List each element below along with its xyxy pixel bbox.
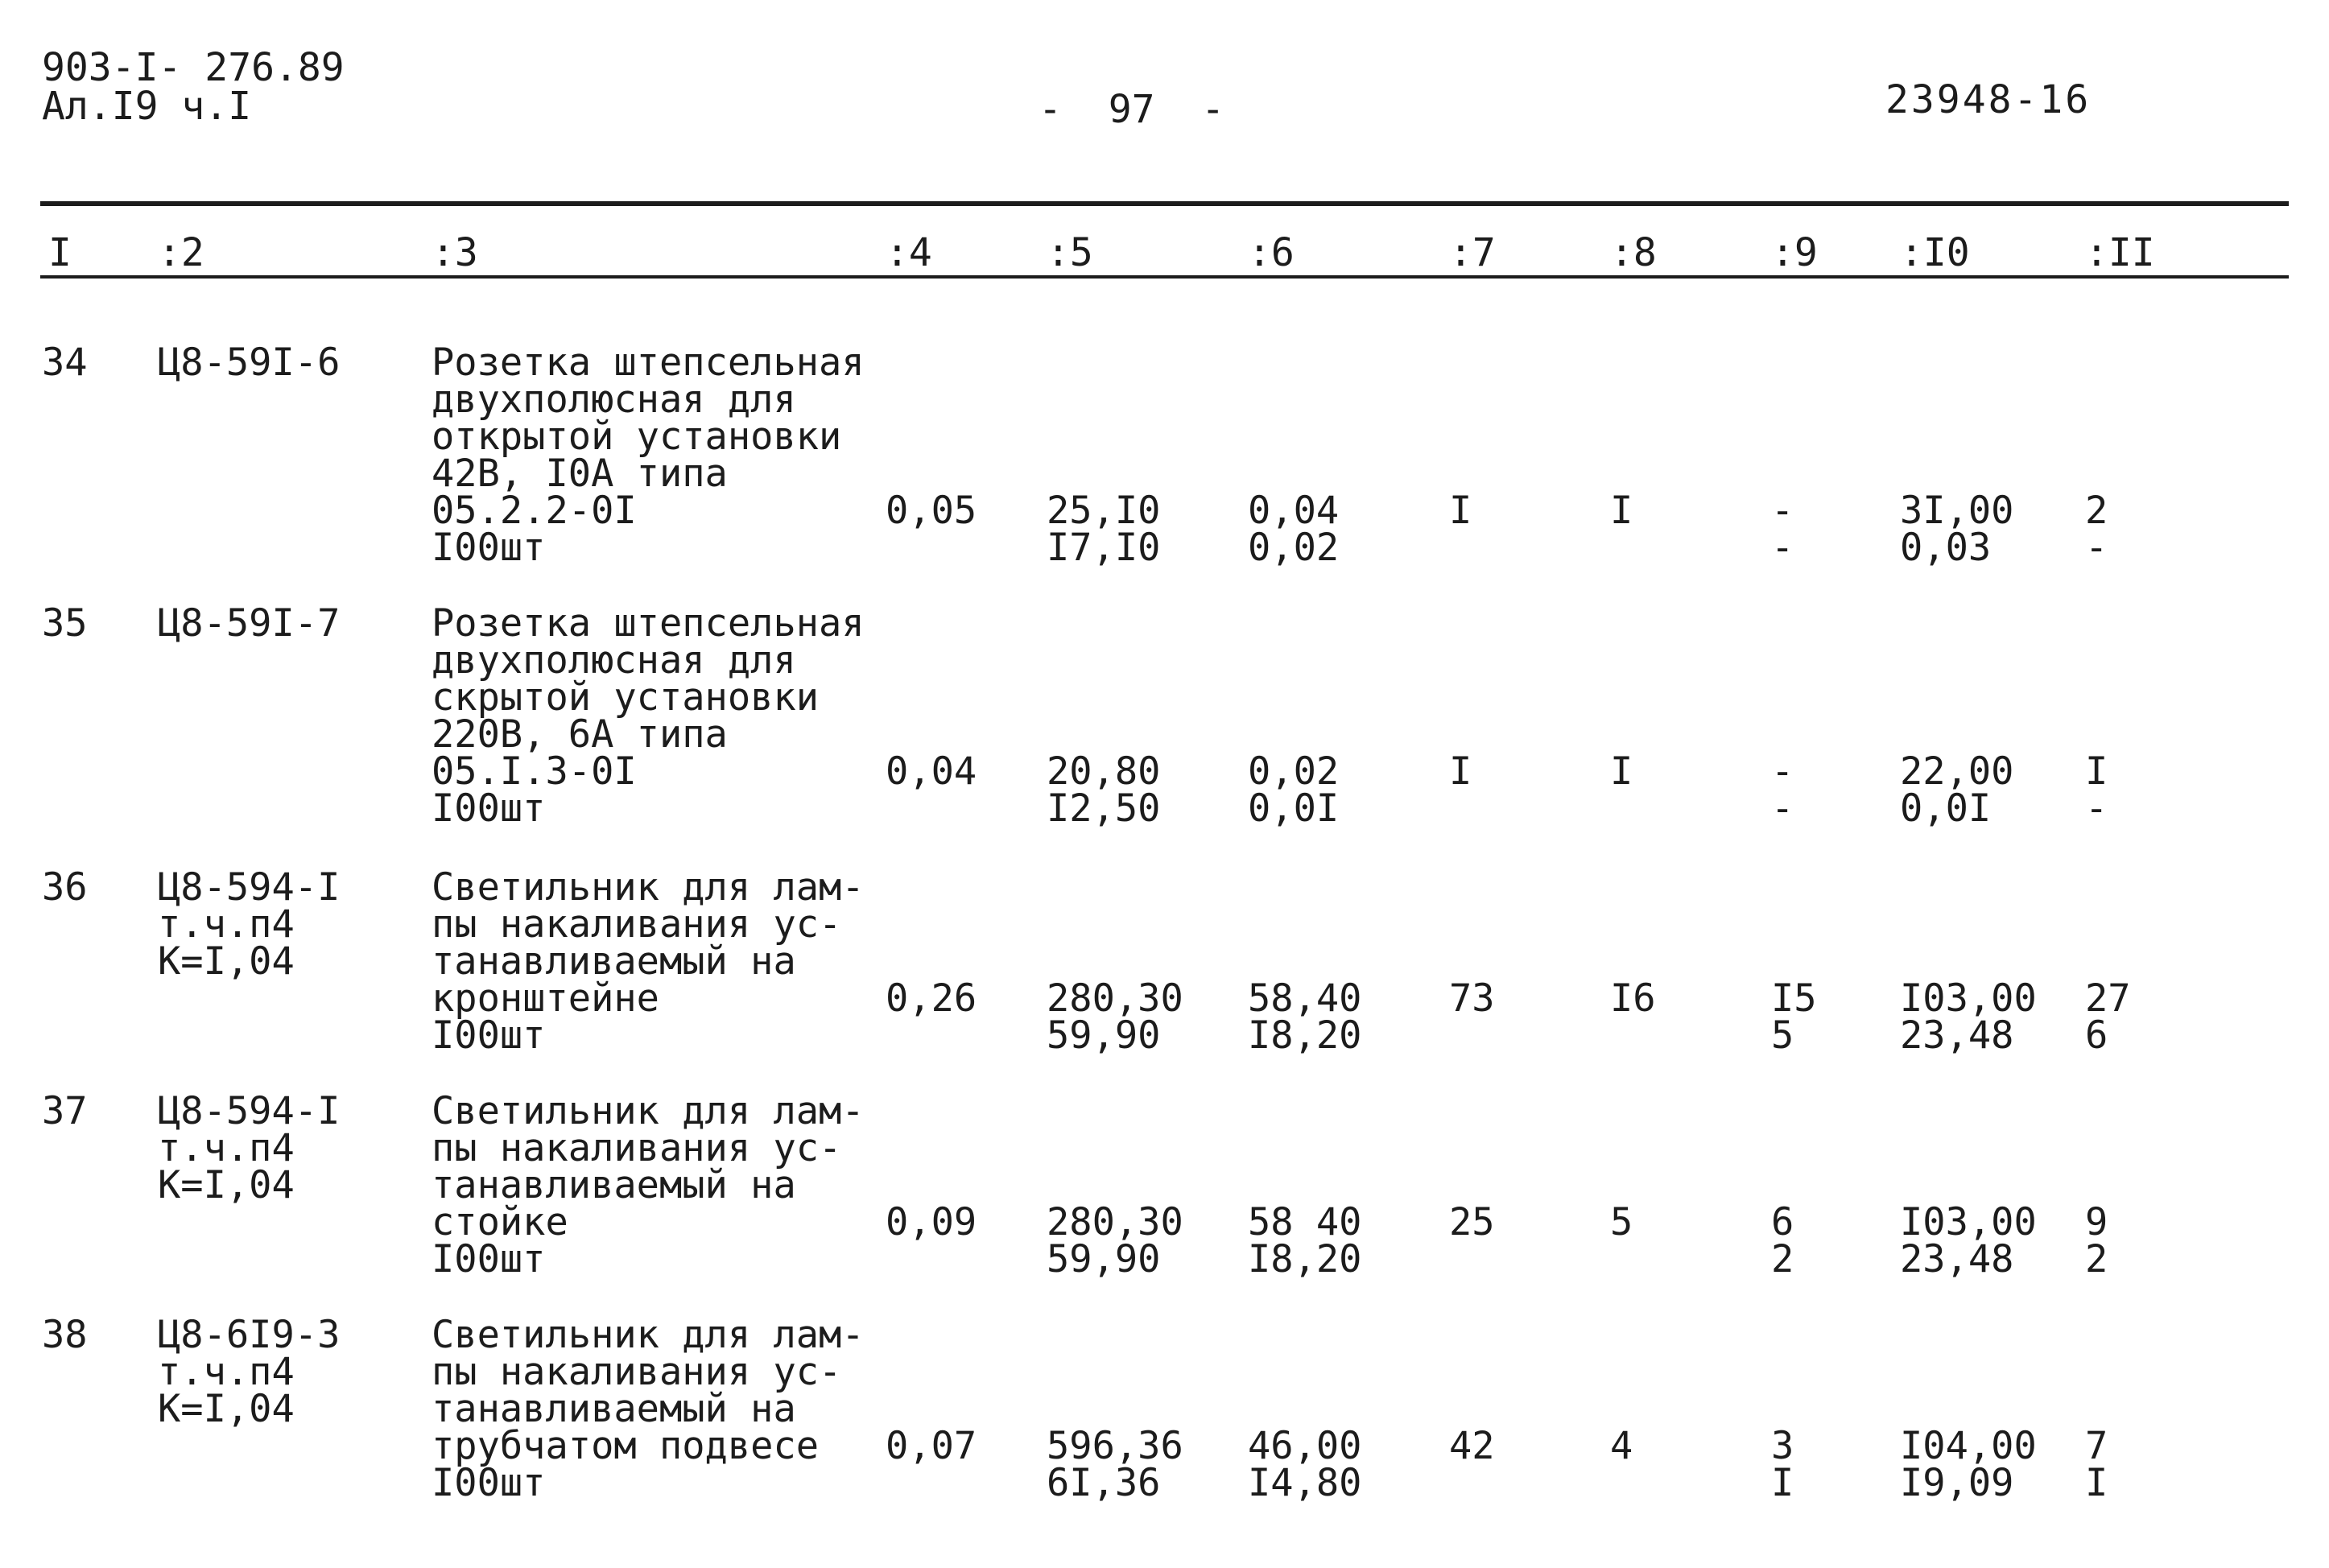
work-description: кронштейне: [432, 976, 659, 1021]
work-description: Розетка штепсельная: [432, 601, 865, 646]
work-description: танавливаемый на: [432, 939, 796, 984]
cell-col8: I6: [1610, 976, 1656, 1021]
cell-col9: -: [1771, 786, 1794, 831]
cell-col11: 2: [2085, 1237, 2108, 1281]
cell-col11: 27: [2085, 976, 2131, 1021]
norm-code: т.ч.п4: [158, 1126, 295, 1170]
cell-col9: I: [1771, 1461, 1794, 1505]
cell-col10: 23,48: [1900, 1013, 2014, 1058]
norm-code: Ц8-59I-6: [158, 340, 341, 385]
work-description: пы накаливания ус-: [432, 1126, 842, 1170]
cell-col6: 58 40: [1248, 1200, 1362, 1244]
cell-col9: 3: [1771, 1424, 1794, 1468]
work-description: Розетка штепсельная: [432, 340, 865, 385]
norm-code: К=I,04: [158, 1163, 295, 1207]
sheet-code: 23948-16: [1885, 77, 2092, 122]
cell-col7: 42: [1449, 1424, 1495, 1468]
cell-col10: 3I,00: [1900, 489, 2014, 533]
column-header-1: I: [48, 230, 72, 275]
cell-col6: 46,00: [1248, 1424, 1362, 1468]
work-description: стойке: [432, 1200, 568, 1244]
norm-code: Ц8-594-I: [158, 865, 341, 910]
cell-col9: 5: [1771, 1013, 1794, 1058]
cell-col9: I5: [1771, 976, 1817, 1021]
cell-col7: 73: [1449, 976, 1495, 1021]
cell-col10: I03,00: [1900, 976, 2037, 1021]
cell-col5: 6I,36: [1047, 1461, 1161, 1505]
work-description: I00шт: [432, 1461, 546, 1505]
work-description: 05.2.2-0I: [432, 489, 637, 533]
norm-code: К=I,04: [158, 939, 295, 984]
row-number: 38: [42, 1313, 88, 1357]
cell-col6: 0,02: [1248, 749, 1340, 794]
column-header-5: :5: [1047, 230, 1093, 275]
cell-col11: 9: [2085, 1200, 2108, 1244]
cell-col5: 596,36: [1047, 1424, 1183, 1468]
cell-col5: 25,I0: [1047, 489, 1161, 533]
work-description: I00шт: [432, 786, 546, 831]
work-description: 220В, 6А типа: [432, 712, 728, 757]
work-description: Светильник для лам-: [432, 1089, 865, 1133]
column-header-3: :3: [432, 230, 478, 275]
column-header-6: :6: [1248, 230, 1295, 275]
work-description: танавливаемый на: [432, 1387, 796, 1431]
cell-col6: I4,80: [1248, 1461, 1362, 1505]
cell-col10: 23,48: [1900, 1237, 2014, 1281]
column-header-9: :9: [1771, 230, 1818, 275]
column-header-4: :4: [886, 230, 932, 275]
work-description: двухполюсная для: [432, 638, 796, 683]
cell-col9: -: [1771, 749, 1794, 794]
cell-col4: 0,26: [886, 976, 977, 1021]
cell-col5: 20,80: [1047, 749, 1161, 794]
work-description: скрытой установки: [432, 675, 820, 720]
cell-col11: I: [2085, 1461, 2108, 1505]
cell-col10: 22,00: [1900, 749, 2014, 794]
work-description: 42В, I0А типа: [432, 452, 728, 496]
column-header-11: :II: [2085, 230, 2155, 275]
cell-col9: 2: [1771, 1237, 1794, 1281]
page-number: - 97 -: [1039, 87, 1225, 132]
norm-code: т.ч.п4: [158, 1350, 295, 1394]
cell-col11: I: [2085, 749, 2108, 794]
work-description: двухполюсная для: [432, 378, 796, 422]
work-description: I00шт: [432, 526, 546, 570]
work-description: 05.I.3-0I: [432, 749, 637, 794]
header-rule: [40, 275, 2289, 279]
cell-col5: 59,90: [1047, 1013, 1161, 1058]
norm-code: Ц8-6I9-3: [158, 1313, 341, 1357]
work-description: открытой установки: [432, 415, 842, 459]
cell-col6: 0,0I: [1248, 786, 1340, 831]
cell-col10: I9,09: [1900, 1461, 2014, 1505]
column-header-2: :2: [158, 230, 204, 275]
row-number: 36: [42, 865, 88, 910]
cell-col10: 0,03: [1900, 526, 1992, 570]
cell-col10: I04,00: [1900, 1424, 2037, 1468]
cell-col5: 280,30: [1047, 976, 1183, 1021]
column-header-10: :I0: [1900, 230, 1970, 275]
row-number: 35: [42, 601, 88, 646]
document-number: 903-I- 276.89: [42, 45, 345, 90]
cell-col11: -: [2085, 786, 2108, 831]
cell-col11: 6: [2085, 1013, 2108, 1058]
work-description: I00шт: [432, 1237, 546, 1281]
cell-col9: -: [1771, 489, 1794, 533]
cell-col5: I2,50: [1047, 786, 1161, 831]
cell-col5: I7,I0: [1047, 526, 1161, 570]
column-header-8: :8: [1610, 230, 1657, 275]
cell-col7: 25: [1449, 1200, 1495, 1244]
cell-col8: 4: [1610, 1424, 1633, 1468]
work-description: трубчатом подвесе: [432, 1424, 820, 1468]
cell-col11: 2: [2085, 489, 2108, 533]
cell-col6: I8,20: [1248, 1013, 1362, 1058]
work-description: пы накаливания ус-: [432, 1350, 842, 1394]
cell-col9: 6: [1771, 1200, 1794, 1244]
work-description: танавливаемый на: [432, 1163, 796, 1207]
norm-code: Ц8-594-I: [158, 1089, 341, 1133]
cell-col4: 0,09: [886, 1200, 977, 1244]
cell-col10: 0,0I: [1900, 786, 1992, 831]
work-description: I00шт: [432, 1013, 546, 1058]
cell-col8: 5: [1610, 1200, 1633, 1244]
cell-col6: 58,40: [1248, 976, 1362, 1021]
norm-code: Ц8-59I-7: [158, 601, 341, 646]
cell-col6: 0,04: [1248, 489, 1340, 533]
cell-col6: 0,02: [1248, 526, 1340, 570]
cell-col4: 0,07: [886, 1424, 977, 1468]
column-header-7: :7: [1449, 230, 1496, 275]
cell-col11: -: [2085, 526, 2108, 570]
cell-col9: -: [1771, 526, 1794, 570]
cell-col8: I: [1610, 749, 1633, 794]
work-description: Светильник для лам-: [432, 865, 865, 910]
cell-col5: 59,90: [1047, 1237, 1161, 1281]
row-number: 34: [42, 340, 88, 385]
work-description: Светильник для лам-: [432, 1313, 865, 1357]
cell-col8: I: [1610, 489, 1633, 533]
album-reference: Ал.I9 ч.I: [42, 84, 252, 129]
cell-col10: I03,00: [1900, 1200, 2037, 1244]
row-number: 37: [42, 1089, 88, 1133]
work-description: пы накаливания ус-: [432, 902, 842, 947]
cell-col4: 0,05: [886, 489, 977, 533]
norm-code: т.ч.п4: [158, 902, 295, 947]
top-rule: [40, 201, 2289, 206]
cell-col7: I: [1449, 749, 1472, 794]
cell-col6: I8,20: [1248, 1237, 1362, 1281]
norm-code: К=I,04: [158, 1387, 295, 1431]
cell-col4: 0,04: [886, 749, 977, 794]
cell-col11: 7: [2085, 1424, 2108, 1468]
cell-col5: 280,30: [1047, 1200, 1183, 1244]
cell-col7: I: [1449, 489, 1472, 533]
